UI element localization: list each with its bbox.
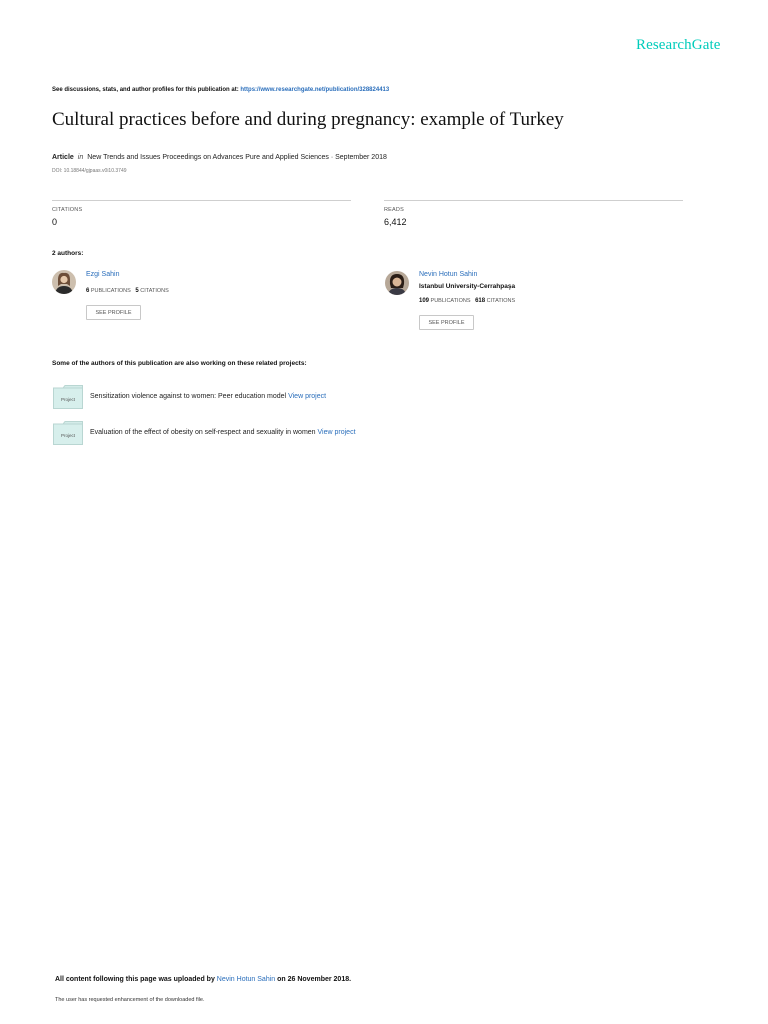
project-folder-icon <box>53 385 83 409</box>
citations-count: 5 <box>135 288 139 294</box>
project-title: Evaluation of the effect of obesity on self-respect and sexuality in women <box>90 429 316 436</box>
project-title: Sensitization violence against to women: Peer education model <box>90 393 287 400</box>
citations-label: CITATIONS <box>140 288 169 294</box>
publication-meta <box>52 154 387 161</box>
upload-suffix: on 26 November 2018. <box>277 976 352 983</box>
citations-label: CITATIONS <box>486 298 516 304</box>
related-projects-heading: Some of the authors of this publication are also working on these related projects: <box>52 360 307 367</box>
project-icon-label: Project <box>60 397 76 402</box>
reads-value: 6,412 <box>384 217 407 227</box>
author-name[interactable]: Ezgi Sahin <box>86 271 120 278</box>
journal-name: New Trends and Issues Proceedings on Advances Pure and Applied Sciences · September 2018 <box>87 154 387 161</box>
researchgate-logo[interactable]: ResearchGate <box>636 37 721 53</box>
discussion-label: See discussions, stats, and author profiles for this publication at: <box>52 87 239 93</box>
project-icon-label: Project <box>60 433 76 438</box>
view-project-link[interactable]: View project <box>288 393 327 400</box>
see-profile-button[interactable]: SEE PROFILE <box>419 315 474 330</box>
author-affiliation[interactable]: Istanbul University-Cerrahpaşa <box>419 283 516 290</box>
avatar[interactable] <box>52 270 76 294</box>
citations-label: CITATIONS <box>52 207 83 213</box>
publication-title: Cultural practices before and during pregnancy: example of Turkey <box>52 109 564 130</box>
reads-label: READS <box>384 207 404 213</box>
citations-divider <box>52 200 351 201</box>
publication-link[interactable]: https://www.researchgate.net/publication/328824413 <box>240 87 390 93</box>
upload-prefix: All content following this page was uploaded by <box>55 976 215 983</box>
citations-value: 0 <box>52 217 58 227</box>
publications-label: PUBLICATIONS <box>90 288 131 294</box>
avatar[interactable] <box>385 271 409 295</box>
publications-count: 6 <box>86 288 90 294</box>
author-photo-icon <box>385 271 409 295</box>
project-item <box>90 429 356 436</box>
article-type: Article <box>52 154 74 161</box>
author-name[interactable]: Nevin Hotun Sahin <box>419 271 478 278</box>
view-project-link[interactable]: View project <box>317 429 356 436</box>
in-label: in <box>77 154 84 161</box>
authors-heading: 2 authors: <box>52 250 84 257</box>
citations-count: 618 <box>475 298 486 304</box>
publications-count: 109 <box>419 298 430 304</box>
publications-label: PUBLICATIONS <box>430 298 471 304</box>
author-photo-icon <box>52 270 76 294</box>
doi: DOI: 10.18844/gjpaas.v0i10.3749 <box>52 168 127 174</box>
author-stats <box>86 288 169 294</box>
uploader-link[interactable]: Nevin Hotun Sahin <box>216 976 276 983</box>
reads-divider <box>384 200 683 201</box>
project-folder-icon <box>53 421 83 445</box>
see-profile-button[interactable]: SEE PROFILE <box>86 305 141 320</box>
author-stats <box>419 298 515 304</box>
discussion-line <box>52 87 389 93</box>
project-item <box>90 393 326 400</box>
upload-notice <box>55 976 351 983</box>
enhancement-note: The user has requested enhancement of the downloaded file. <box>55 997 205 1003</box>
